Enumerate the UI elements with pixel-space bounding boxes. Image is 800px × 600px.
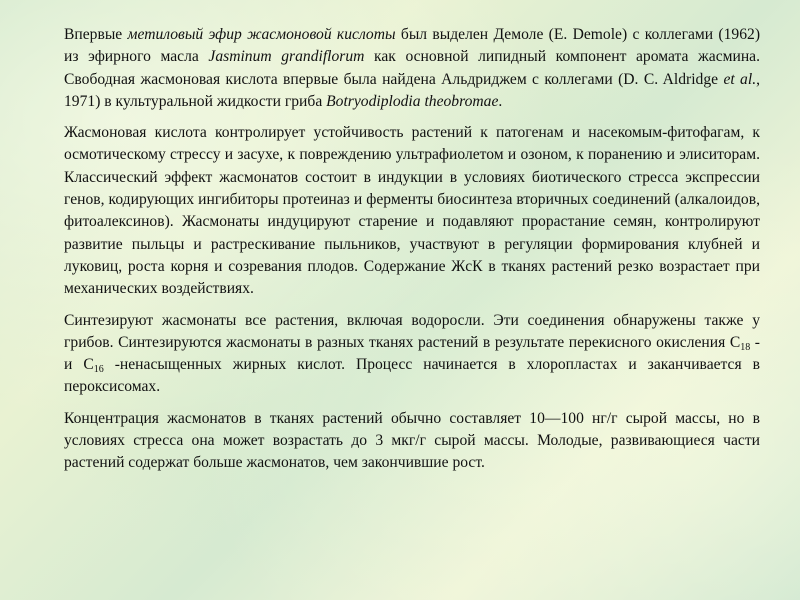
- text-run: - и С: [64, 333, 760, 374]
- document-page: [64, 24, 760, 484]
- subscript: 16: [93, 364, 104, 376]
- text-run: был выделен Демоле (E. Demole) с коллегами (1962) из эфирного масла: [64, 26, 761, 66]
- subscript: 18: [740, 341, 751, 353]
- text-run: .: [498, 92, 503, 110]
- text-run-italic: метиловый эфир жасмоновой кислоты: [127, 26, 396, 43]
- text-run: , 1971) в культуральной жидкости гриба: [64, 70, 760, 110]
- text-run: Жасмоновая кислота контролирует устойчивость растений к патогенам и насекомым-фитофагам, к осмотическому стрессу и засухе, к повреждению ультрафиолетом и озоном, к поранению и элиситорам. Классический эффект жасмонатов состоит в индукции в условиях биотического стресса экспрессии генов, кодирующих ингибиторы протеиназ и ферменты биосинтеза вторичных соединений (алкалоидов, фитоалексинов). Жасмонаты индуцируют старение и подавляют прорастание семян, контролируют развитие пыльцы и растрескивание пыльников, участвуют в регуляции формирования клубней и луковиц, роста корня и созревания плодов. Содержание ЖсК в тканях растений резко возрастает при механических воздействиях.: [64, 124, 760, 298]
- text-run-italic: Jasminum grandiflorum: [208, 48, 365, 66]
- text-run: как основной липидный компонент аромата жасмина. Свободная жасмоновая кислота впервые была найдена Альдриджем с коллегами (D. C. Aldridge: [64, 48, 760, 88]
- paragraph-functions: [64, 122, 760, 300]
- text-run: Концентрация жасмонатов в тканях растений обычно составляет 10—100 нг/г сырой массы, но в условиях стресса она может возрастать до 3 мкг/г сырой массы. Молодые, развивающиеся части растений содержат больше жасмонатов, чем закончившие рост.: [64, 409, 760, 472]
- paragraph-discovery: [64, 24, 760, 113]
- paragraph-synthesis: [64, 310, 760, 399]
- text-run: Синтезируют жасмонаты все растения, включая водоросли. Эти соединения обнаружены также у грибов. Синтезируются жасмонаты в разных тканях растений в результате перекисного окисления С: [64, 311, 760, 351]
- text-run: -ненасыщенных жирных кислот. Процесс начинается в хлоропластах и заканчивается в пероксисомах.: [64, 356, 760, 396]
- text-run: Впервые: [64, 26, 128, 43]
- text-run-italic: et al.: [723, 70, 757, 88]
- paragraph-concentration: [64, 408, 760, 475]
- text-run-italic: Botryodiplodia theobromae: [326, 92, 499, 110]
